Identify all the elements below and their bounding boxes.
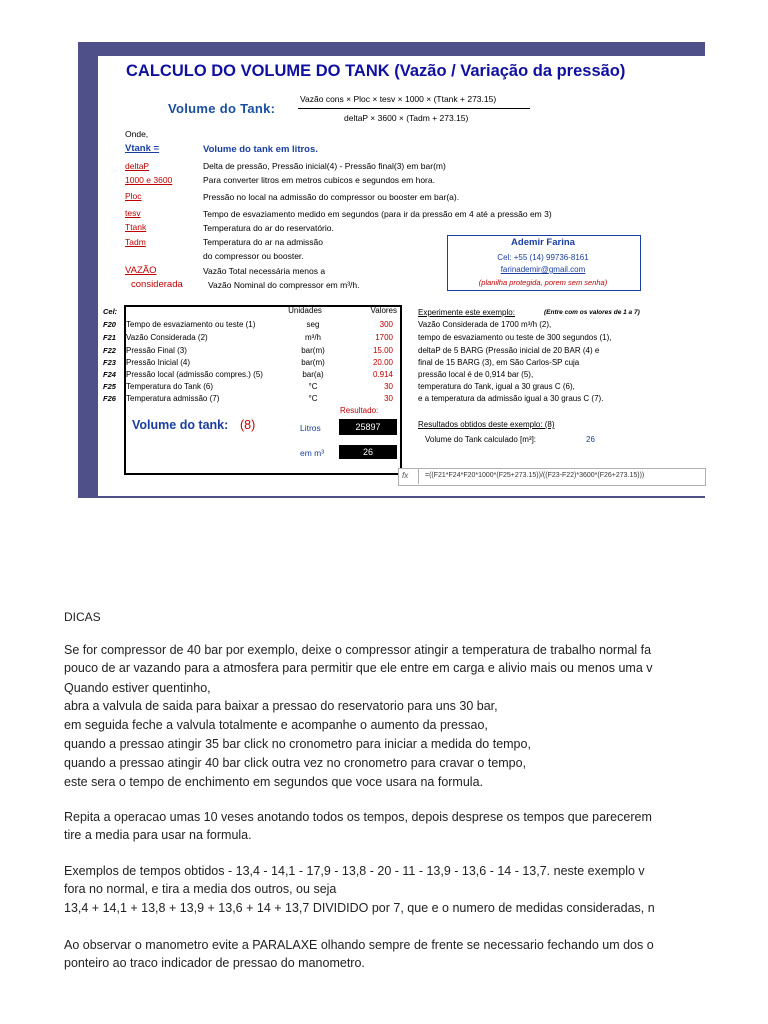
row-cel: F20: [103, 320, 116, 329]
dicas-line: 13,4 + 14,1 + 13,8 + 13,9 + 13,6 + 14 + 13,7 DIVIDIDO por 7, que e o numero de medidas consideradas, n: [64, 901, 655, 915]
dicas-line: pouco de ar vazando para a atmosfera para permitir que ele entre em carga e alivio mais ou menos uma v: [64, 661, 653, 675]
contact-phone: Cel: +55 (14) 99736-8161: [497, 253, 589, 262]
formula-bar-content[interactable]: =((F21*F24*F20*1000*(F25+273.15))/((F23-F22)*3600*(F26+273.15))): [425, 472, 645, 479]
example-line: e a temperatura da admissão igual a 30 graus C (7).: [418, 394, 604, 403]
row-cel: F22: [103, 346, 116, 355]
definition-term: considerada: [131, 279, 183, 290]
row-label: Tempo de esvaziamento ou teste (1): [126, 320, 256, 329]
definition-desc: do compressor ou booster.: [203, 251, 304, 261]
row-label: Temperatura admissão (7): [126, 394, 220, 403]
example-line: tempo de esvaziamento ou teste de 300 segundos (1),: [418, 333, 612, 342]
m3-label: em m³: [300, 448, 325, 458]
volume-ref: (8): [240, 418, 256, 432]
definition-term: Tadm: [125, 237, 146, 247]
dicas-line: abra a valvula de saida para baixar a pressao do reservatorio para uns 30 bar,: [64, 699, 498, 713]
row-value[interactable]: 15.00: [372, 346, 393, 355]
definition-term: 1000 e 3600: [125, 175, 173, 185]
resultado-label: Resultado:: [340, 406, 379, 415]
dicas-line: este sera o tempo de enchimento em segundos que voce usara na formula.: [64, 775, 484, 789]
row-unit: °C: [308, 382, 318, 391]
definition-desc: Para converter litros em metros cubicos e segundos em hora.: [203, 175, 435, 185]
dicas-line: em seguida feche a valvula totalmente e acompanhe o aumento da pressao,: [64, 718, 488, 732]
results-title: Resultados obtidos deste exemplo: (8): [418, 420, 555, 429]
volume-label: Volume do tank:: [132, 418, 229, 432]
row-cel: F21: [103, 333, 116, 342]
row-unit: m³/h: [305, 333, 321, 342]
contact-name: Ademir Farina: [511, 237, 575, 248]
row-value[interactable]: 0.914: [372, 370, 393, 379]
definition-desc: Tempo de esvaziamento medido em segundos (para ir da pressão em 4 até a pressão em 3): [203, 209, 552, 219]
litros-value: 25897: [339, 419, 397, 435]
definition-desc: Vazão Nominal do compressor em m³/h.: [208, 280, 360, 290]
contact-note: (planilha protegida, porem sem senha): [478, 278, 608, 287]
dicas-line: Ao observar o manometro evite a PARALAXE olhando sempre de frente se necessario fechando um dos o: [64, 938, 654, 952]
definition-desc: Delta de pressão, Pressão inicial(4) - Pressão final(3) em bar(m): [203, 161, 446, 171]
example-hint: (Entre com os valores de 1 a 7): [544, 309, 640, 316]
header-valores: Valores: [370, 306, 397, 315]
example-line: temperatura do Tank, igual a 30 graus C (6),: [418, 382, 575, 391]
definition-desc: Temperatura do ar do reservatório.: [203, 223, 334, 233]
row-cel: F23: [103, 358, 116, 367]
definition-desc: Volume do tank em litros.: [203, 144, 318, 155]
dicas-line: tire a media para usar na formula.: [64, 828, 252, 842]
row-value[interactable]: 300: [379, 320, 393, 329]
row-label: Pressão Final (3): [126, 346, 187, 355]
dicas-line: Se for compressor de 40 bar por exemplo, deixe o compressor atingir a temperatura de trabalho normal fa: [64, 643, 652, 657]
litros-label: Litros: [300, 423, 321, 433]
contact-email[interactable]: farinademir@gmail.com: [500, 265, 586, 274]
row-value[interactable]: 1700: [375, 333, 393, 342]
row-value[interactable]: 20.00: [372, 358, 393, 367]
row-cel: F25: [103, 382, 116, 391]
row-label: Pressão local (admissão compres.) (5): [126, 370, 263, 379]
definition-desc: Pressão no local na admissão do compressor ou booster em bar(a).: [203, 192, 460, 202]
row-label: Pressão Inicial (4): [126, 358, 191, 367]
formula-denominator: deltaP × 3600 × (Tadm + 273.15): [344, 113, 469, 123]
m3-value: 26: [339, 445, 397, 459]
row-unit: °C: [308, 394, 318, 403]
page-title: CALCULO DO VOLUME DO TANK (Vazão / Variação da pressão): [126, 62, 626, 80]
formula-bar-divider: [418, 468, 419, 484]
results-value: 26: [586, 435, 595, 444]
row-unit: bar(a): [302, 370, 324, 379]
dicas-line: quando a pressao atingir 35 bar click no cronometro para iniciar a medida do tempo,: [64, 737, 531, 751]
formula-label: Volume do Tank:: [168, 101, 276, 116]
definition-term: deltaP: [125, 161, 150, 171]
row-unit: bar(m): [301, 358, 325, 367]
formula-numerator: Vazão cons × Ploc × tesv × 1000 × (Ttank + 273.15): [300, 94, 497, 104]
definition-term: Vtank =: [125, 143, 160, 154]
definition-term: tesv: [125, 208, 141, 218]
row-cel: F24: [103, 370, 116, 379]
example-title: Experimente este exemplo:: [418, 308, 515, 317]
fx-icon: fx: [402, 471, 409, 480]
dicas-line: fora no normal, e tira a media dos outros, ou seja: [64, 882, 337, 896]
definition-desc: Temperatura do ar na admissão: [203, 237, 324, 247]
example-line: deltaP de 5 BARG (Pressão inicial de 20 BAR (4) e: [418, 346, 600, 355]
dicas-line: ponteiro ao traco indicador de pressao do manometro.: [64, 956, 365, 970]
dicas-line: Exemplos de tempos obtidos - 13,4 - 14,1 - 17,9 - 13,8 - 20 - 11 - 13,9 - 13,6 - 14 - 13,7. neste exemplo v: [64, 864, 645, 878]
row-unit: bar(m): [301, 346, 325, 355]
definition-desc: Vazão Total necessária menos a: [203, 266, 326, 276]
definition-term: Ploc: [125, 191, 142, 201]
definition-term: VAZÃO: [125, 265, 157, 276]
formula-divider: [298, 108, 530, 109]
row-unit: seg: [306, 320, 320, 329]
dicas-line: Quando estiver quentinho,: [64, 681, 211, 695]
results-label: Volume do Tank calculado [m³]:: [425, 435, 537, 444]
example-line: final de 15 BARG (3), em São Carlos-SP cuja: [418, 358, 580, 367]
row-value[interactable]: 30: [384, 394, 393, 403]
row-cel: F26: [103, 394, 116, 403]
onde-label: Onde,: [125, 129, 149, 139]
row-label: Temperatura do Tank (6): [126, 382, 214, 391]
cel-label: Cel:: [103, 307, 118, 316]
row-label: Vazão Considerada (2): [126, 333, 208, 342]
definition-term: Ttank: [125, 222, 147, 232]
example-line: Vazão Considerada de 1700 m³/h (2),: [418, 320, 552, 329]
header-unidades: Unidades: [288, 306, 322, 315]
example-line: pressão local é de 0,914 bar (5),: [418, 370, 534, 379]
row-value[interactable]: 30: [384, 382, 393, 391]
dicas-heading: DICAS: [64, 610, 101, 624]
dicas-line: Repita a operacao umas 10 veses anotando todos os tempos, depois desprese os tempos que parecerem: [64, 810, 652, 824]
dicas-line: quando a pressao atingir 40 bar click outra vez no cronometro para cravar o tempo,: [64, 756, 527, 770]
